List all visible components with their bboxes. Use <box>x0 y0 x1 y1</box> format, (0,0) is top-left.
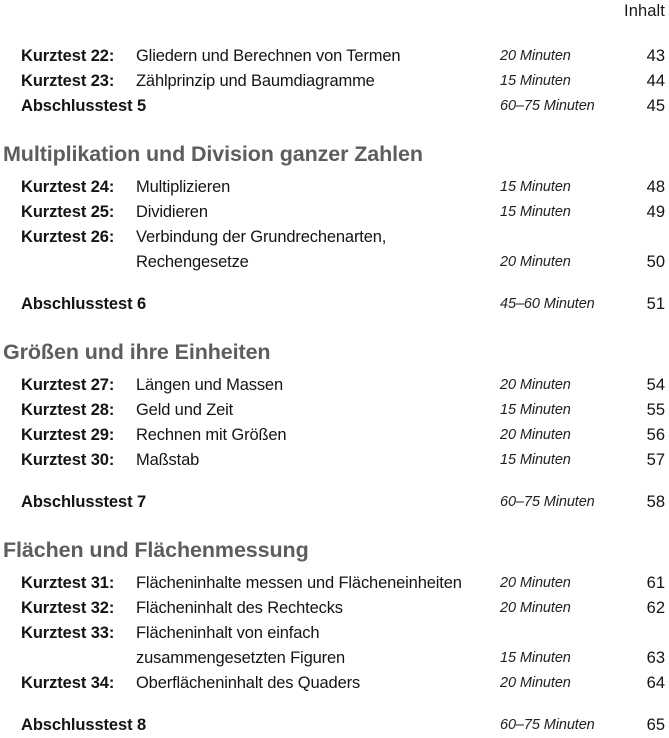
toc-entry-label: Kurztest 29: <box>21 426 115 444</box>
toc-entry-duration: 20 Minuten <box>500 254 571 270</box>
toc-entry-title-line1: Oberflächeninhalt des Quaders <box>136 674 361 692</box>
toc-entry-label: Kurztest 26: <box>21 228 115 246</box>
toc-entry-title-line2: zusammengesetzten Figuren <box>136 649 346 667</box>
toc-entry-title <box>136 621 345 671</box>
toc-entry-duration: 20 Minuten <box>500 575 571 591</box>
toc-section-heading-wrap <box>0 339 669 373</box>
toc-entry-label: Abschlusstest 8 <box>21 716 147 734</box>
toc-entry-row[interactable] <box>0 225 669 275</box>
toc-lead-group <box>0 44 669 119</box>
toc-entry-title <box>136 448 199 473</box>
toc-entry-row[interactable] <box>0 94 669 119</box>
toc-entry-row[interactable] <box>0 292 669 317</box>
toc-entry-title <box>136 571 462 596</box>
toc-entry-page-number: 49 <box>646 203 665 221</box>
toc-entry-page-number: 51 <box>646 295 665 313</box>
toc-section-heading: Größen und ihre Einheiten <box>3 340 271 364</box>
toc-entry-duration: 20 Minuten <box>500 377 571 393</box>
pre-summary-spacer <box>0 473 669 490</box>
toc-entry-duration: 60–75 Minuten <box>500 717 595 733</box>
toc-entry-title <box>136 69 375 94</box>
toc-entry-title-line1: Flächeninhalt von einfach <box>136 624 320 642</box>
toc-entry-label: Kurztest 25: <box>21 203 115 221</box>
toc-entry-page-number: 64 <box>646 674 665 692</box>
toc-section-heading: Multiplikation und Division ganzer Zahlen <box>3 142 423 166</box>
toc-entry-duration: 20 Minuten <box>500 427 571 443</box>
toc-entry-title <box>136 373 283 398</box>
toc-entry-label: Kurztest 23: <box>21 72 115 90</box>
toc-entry-title <box>136 200 208 225</box>
toc-entry-row[interactable] <box>0 373 669 398</box>
toc-entry-duration: 15 Minuten <box>500 650 571 666</box>
running-head: Inhalt <box>624 2 665 20</box>
toc-entry-duration: 60–75 Minuten <box>500 98 595 114</box>
toc-entry-title-line1: Maßstab <box>136 451 200 469</box>
toc-section <box>0 537 669 738</box>
toc-content <box>0 44 669 738</box>
toc-entry-duration: 60–75 Minuten <box>500 494 595 510</box>
toc-entry-title-line2: Rechengesetze <box>136 253 249 271</box>
toc-entry-title <box>136 423 286 448</box>
toc-entry-row[interactable] <box>0 44 669 69</box>
toc-entry-label: Kurztest 34: <box>21 674 115 692</box>
toc-section <box>0 141 669 317</box>
toc-entry-title <box>136 175 230 200</box>
toc-entry-page-number: 54 <box>646 376 665 394</box>
toc-entry-page-number: 56 <box>646 426 665 444</box>
toc-entry-row[interactable] <box>0 621 669 671</box>
toc-entry-label: Abschlusstest 5 <box>21 97 147 115</box>
toc-entry-row[interactable] <box>0 713 669 738</box>
toc-sections <box>0 141 669 738</box>
toc-entry-row[interactable] <box>0 200 669 225</box>
toc-entry-duration: 45–60 Minuten <box>500 296 595 312</box>
toc-entry-page-number: 62 <box>646 599 665 617</box>
toc-entry-page-number: 44 <box>646 72 665 90</box>
toc-entry-label: Abschlusstest 7 <box>21 493 147 511</box>
toc-entry-row[interactable] <box>0 571 669 596</box>
toc-entry-page-number: 65 <box>646 716 665 734</box>
toc-entry-duration: 20 Minuten <box>500 48 571 64</box>
toc-entry-label: Kurztest 28: <box>21 401 115 419</box>
toc-entry-title-line1: Längen und Massen <box>136 376 283 394</box>
toc-entry-page-number: 43 <box>646 47 665 65</box>
toc-entry-page-number: 57 <box>646 451 665 469</box>
toc-section <box>0 339 669 515</box>
toc-entry-page-number: 61 <box>646 574 665 592</box>
toc-entry-duration: 20 Minuten <box>500 600 571 616</box>
toc-entry-title-line1: Rechnen mit Größen <box>136 426 287 444</box>
toc-entry-label: Kurztest 31: <box>21 574 115 592</box>
toc-entry-row[interactable] <box>0 69 669 94</box>
toc-section-heading-wrap <box>0 537 669 571</box>
toc-entry-label: Kurztest 27: <box>21 376 115 394</box>
toc-entry-page-number: 45 <box>646 97 665 115</box>
toc-entry-title-line1: Verbindung der Grundrechenarten, <box>136 228 387 246</box>
toc-entry-label: Kurztest 32: <box>21 599 115 617</box>
toc-entry-title <box>136 398 233 423</box>
toc-entry-row[interactable] <box>0 490 669 515</box>
toc-entry-label: Kurztest 22: <box>21 47 115 65</box>
toc-entry-title-line1: Zählprinzip und Baumdiagramme <box>136 72 375 90</box>
toc-entry-label: Kurztest 30: <box>21 451 115 469</box>
toc-entry-duration: 15 Minuten <box>500 179 571 195</box>
toc-entry-page-number: 63 <box>646 649 665 667</box>
toc-entry-duration: 20 Minuten <box>500 675 571 691</box>
toc-entry-page-number: 58 <box>646 493 665 511</box>
toc-entry-title <box>136 225 386 275</box>
toc-entry-row[interactable] <box>0 398 669 423</box>
toc-entry-title-line1: Dividieren <box>136 203 208 221</box>
toc-entry-label: Kurztest 24: <box>21 178 115 196</box>
pre-summary-spacer <box>0 275 669 292</box>
toc-section-heading-wrap <box>0 141 669 175</box>
toc-entry-row[interactable] <box>0 175 669 200</box>
toc-entry-duration: 15 Minuten <box>500 402 571 418</box>
toc-entry-duration: 15 Minuten <box>500 452 571 468</box>
toc-entry-page-number: 55 <box>646 401 665 419</box>
toc-entry-title <box>136 671 360 696</box>
toc-entry-page-number: 50 <box>646 253 665 271</box>
toc-entry-title-line1: Geld und Zeit <box>136 401 234 419</box>
pre-summary-spacer <box>0 696 669 713</box>
toc-entry-label: Abschlusstest 6 <box>21 295 147 313</box>
toc-entry-row[interactable] <box>0 596 669 621</box>
toc-entry-row[interactable] <box>0 448 669 473</box>
toc-entry-duration: 15 Minuten <box>500 73 571 89</box>
toc-entry-row[interactable] <box>0 671 669 696</box>
toc-entry-title <box>136 596 343 621</box>
toc-entry-title-line1: Gliedern und Berechnen von Termen <box>136 47 401 65</box>
toc-entry-page-number: 48 <box>646 178 665 196</box>
toc-section-heading: Flächen und Flächenmessung <box>3 538 309 562</box>
toc-entry-title-line1: Flächeninhalt des Rechtecks <box>136 599 343 617</box>
toc-entry-row[interactable] <box>0 423 669 448</box>
toc-entry-title-line1: Multiplizieren <box>136 178 231 196</box>
toc-entry-duration: 15 Minuten <box>500 204 571 220</box>
toc-entry-title <box>136 44 400 69</box>
toc-entry-label: Kurztest 33: <box>21 624 115 642</box>
toc-entry-title-line1: Flächeninhalte messen und Flächeneinheiten <box>136 574 462 592</box>
